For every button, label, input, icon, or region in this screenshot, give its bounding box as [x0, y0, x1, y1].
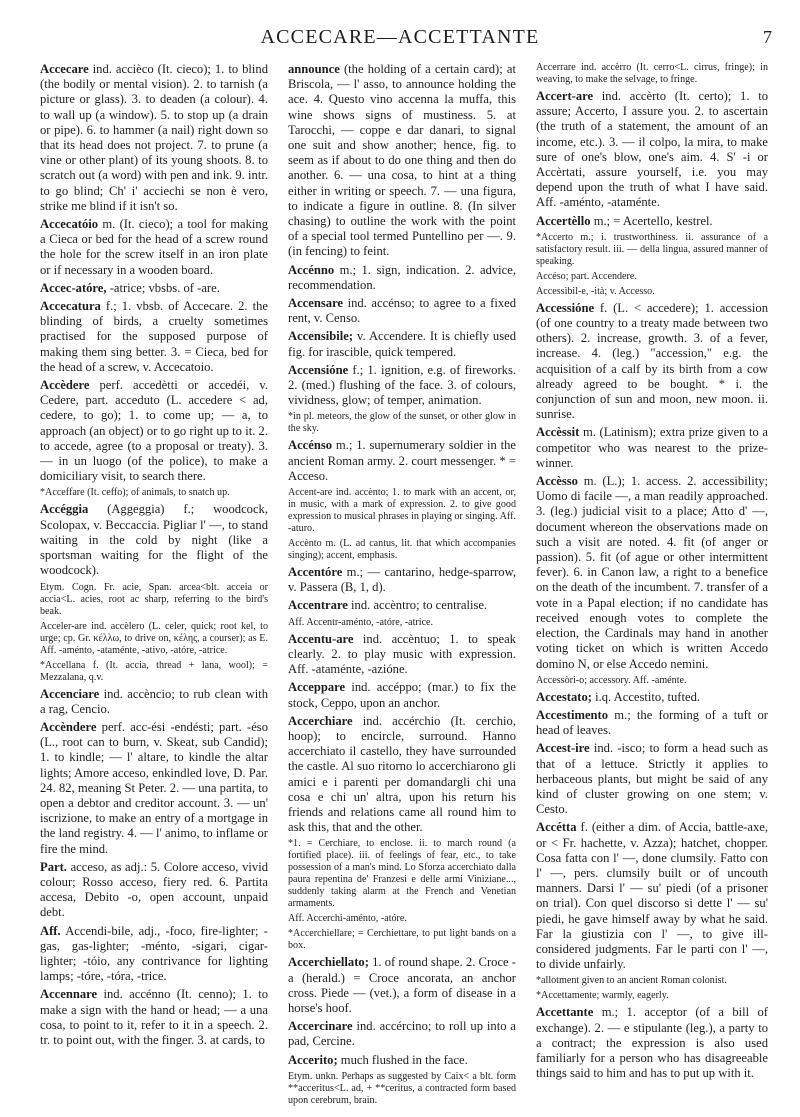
dictionary-entry: Accecatóio m. (It. cieco); a tool for making a Cieca or bed for the head of a screw round the hole for the screw itself in an iron plate or if necessary in a wooden board. [40, 217, 268, 277]
dictionary-entry: Accéggia (Aggeggia) f.; woodcock, Scolopax, v. Beccaccia. Pigliar l' —, to stand waiting in the cold by night (like a sportsman waiting for the flight of the woodcock). [40, 502, 268, 578]
dictionary-entry: Accecare ind. accièco (It. cieco); 1. to blind (the bodily or mental vision). 2. to tarnish (a picture or glass). 3. to deaden (a colour). 4. to wall up (a window). 5. to stop up (a drain or pipe). 6. to hammer (a nail) right down so that its head does not project. 7. to prune (a vine or other plant) of its young shoots. 8. to scratch out (a word) with pen and ink. 9. intr. to go blind; Ch' i' acciechi se non è vero, strike me blind if it isn't so. [40, 62, 268, 213]
dictionary-entry: announce (the holding of a certain card); at Briscola, — l' asso, to announce holding the ace. 4. Questo vino accenna la muffa, this wine shows signs of mustiness. 5. at Tarocchi, — coppe e dar danari, to signal one suit and show another; hence, fig. to seem as if about to do one thing and then do another. 6. — una cosa, to hint at a thing either in writing or speech. 7. — una figura, to indicate a figure in outline. 8. (In silver chasing) to outline the work with the point of a special tool termed Puntellino per —. 9. (in fencing) to feint. [288, 62, 516, 259]
dictionary-entry: Accéso; part. Accendere. [536, 270, 637, 282]
dictionary-entry: Accest-ire ind. -isco; to form a head such as that of a lettuce. Strictly it applies to herbaceous plants, but might be said of any kind of cluster growing on one stem; v. Cesto. [536, 741, 768, 817]
dictionary-entry: Accennare ind. accénno (It. cenno); 1. to make a sign with the hand or head; — a una cosa, to point to it, refer to it in a speech. 2. tr. to point out, with the finger. 3. at cards, to [40, 987, 268, 1047]
dictionary-entry: Aff. Accendi-bile, adj., -foco, fire-lighter; -gas, gas-lighter; -ménto, -sigari, cigar-lighter; -tóio, any contrivance for lighting lamps; -tóre, -tóra, -trice. [40, 923, 268, 984]
dictionary-entry: *allotment given to an ancient Roman colonist. [536, 975, 727, 987]
dictionary-entry: Accèssit m. (Latinism); extra prize given to a competitor who was nearest to the prize-winner. [536, 425, 768, 470]
dictionary-entry: Accensióne f.; 1. ignition, e.g. of fireworks. 2. (med.) flushing of the face. 3. of colours, vividness, glow; of temper, animation. [288, 362, 516, 408]
dictionary-entry: Accensare ind. accénso; to agree to a fixed rent, v. Censo. [288, 296, 516, 326]
dictionary-entry: Acceler-are ind. accèlero (L. celer, quick; root kel, to urge; cp. Gr. κέλλω, to drive on, κέλης, a courser); as E. Aff. -aménto, -ataménte, -ativo, -atóre, -atrice. [40, 620, 268, 656]
dictionary-entry: *Accettamente; warmly, eagerly. [536, 990, 669, 1002]
dictionary-entry: Accercinare ind. accércino; to roll up into a pad, Cercine. [288, 1019, 516, 1049]
column-3 [536, 62, 768, 1084]
dictionary-entry: Aff. Accerchi-aménto, -atóre. [288, 913, 407, 925]
dictionary-entry: Accessòri-o; accessory. Aff. -aménte. [536, 674, 687, 686]
dictionary-entry: Part. acceso, as adj.: 5. Colore acceso, vivid colour; Rosso acceso, fiery red. 6. Partita accesa, Debito -o, open account, unpaid debt. [40, 859, 268, 920]
dictionary-entry: *in pl. meteors, the glow of the sunset, or other glow in the sky. [288, 411, 516, 435]
dictionary-entry: Accénno m.; 1. sign, indication. 2. advice, recommendation. [288, 262, 516, 292]
dictionary-entry: Accerchiellato; 1. of round shape. 2. Croce -a (herald.) = Croce ancorata, an anchor cross. Piede — (vet.), a form of disease in a horse's hoof. [288, 955, 516, 1015]
dictionary-entry: Accettante m.; 1. acceptor (of a bill of exchange). 2. — e stipulante (leg.), a party to a contract; the expression is also used familiarly for a person who has disagreeable things said to him and has to put up with it. [536, 1005, 768, 1081]
dictionary-entry: Accétta f. (either a dim. of Accia, battle-axe, or < Fr. hachette, v. Azza); hatchet, chopper. Cosa fatta con l' —, done clumsily. Fatto con l' —, pers. clumsily built or of uncouth manners. Darsi l' — su' piedi (of a prisoner on trial). Con quel discorso si dette l' — su' piedi, he gave himself away by what he said. Far la giustizia con l' —, to give ill-considered judgments. Far le parti con l' —, to divide unfairly. [536, 820, 768, 972]
dictionary-entry: Accestato; i.q. Accestito, tufted. [536, 689, 701, 704]
column-2 [288, 62, 516, 1110]
dictionary-entry: Accénso m.; 1. supernumerary soldier in the ancient Roman army. 2. court messenger. * = Acceso. [288, 438, 516, 483]
dictionary-entry: Accent-are ind. accènto; 1. to mark with an accent, or, in music, with a mark of expression. 2. to give good expression to musical phrases in playing or singing. Aff. -aturo. [288, 487, 516, 535]
dictionary-entry: *1. = Cerchiare, to enclose. ii. to march round (a fortified place). iii. of feelings of fear, etc., to take possession of a man's mind. Lo Sforza accerchiato dalla paura repentina de' Franzesi e delle armi Viniziane..., suddenly taking alarm at the French and Venetian armaments. [288, 838, 516, 910]
running-title: ACCECARE—ACCETTANTE [260, 26, 540, 48]
dictionary-entry: Accec-atóre, -atrice; vbsbs. of -are. [40, 280, 220, 295]
dictionary-entry: Accestimento m.; the forming of a tuft or head of leaves. [536, 707, 768, 738]
dictionary-entry: *Accerchiellare; = Cerchiettare, to put light bands on a box. [288, 928, 516, 952]
dictionary-entry: Accentóre m.; — cantarino, hedge-sparrow, v. Passera (B, 1, d). [288, 565, 516, 595]
dictionary-entry: Accenciare ind. accèncio; to rub clean with a rag, Cencio. [40, 686, 268, 716]
dictionary-entry: Accertèllo m.; = Acertello, kestrel. [536, 213, 713, 228]
dictionary-entry: *Accerto m.; i. trustworthiness. ii. assurance of a satisfactory result. iii. — della lingua, assured manner of speaking. [536, 231, 768, 267]
dictionary-entry: Accert-are ind. accèrto (It. certo); 1. to assure; Accerto, I assure you. 2. to ascertain (the truth of a statement, the amount of an income, etc.). 3. — il colpo, la mira, to make sure of one's blow, one's aim. 4. S' -i or Accèrtati, assure yourself, i.e. you may depend upon the truth of what I have said. Aff. -aménto, -ataménte. [536, 89, 768, 210]
dictionary-entry: Accentrare ind. accèntro; to centralise. [288, 598, 488, 613]
dictionary-entry: Accessìbil-e, -ità; v. Accesso. [536, 285, 655, 297]
dictionary-entry: Aff. Accentr-aménto, -atóre, -atrice. [288, 616, 434, 628]
dictionary-entry: Accèsso m. (L.); 1. access. 2. accessibility; Uomo di facile —, a man readily approached. 3. (leg.) judicial visit to a place; Atto d' —, document whereon the observations made on such a visit are noted. 4. fit (of anger or passion). 5. fit (of ague or other intermittent fever). 6. in Canon law, a right to a benefice on the death of the incumbent. 7. transfer of a vote in a Papal election; if no candidate has received enough votes to complete the election, the Cardinals may hand in another voting ticket on which is written Accedo domino N, or else Accedo nemini. [536, 474, 768, 671]
dictionary-entry: Etym. unkn. Perhaps as suggested by Caix< a blt. form **acceritus<L. ad, + **ceritus, a contracted form based upon cerebrum, brain. [288, 1070, 516, 1106]
dictionary-entry: Accentu-are ind. accèntuo; 1. to speak clearly. 2. to play music with expression. Aff. -ataménte, -azióne. [288, 631, 516, 677]
dictionary-entry: Accerchiare ind. accérchio (It. cerchio, hoop); to encircle, surround. Hanno accerchiato il castello, they have surrounded the castle. Al suo ritorno lo accerchiarono gli amici e i parenti per domandargli chi una cosa e chi un' altra, upon his return his friends and relations came all round him to ask this, that and the other. [288, 713, 516, 835]
column-1 [40, 62, 268, 1051]
page-number: 7 [763, 27, 772, 47]
dictionary-entry: Acceppare ind. accéppo; (mar.) to fix the stock, Ceppo, upon an anchor. [288, 680, 516, 710]
dictionary-entry: Accessióne f. (L. < accedere); 1. accession (of one country to a treaty made between two others). 2. increase, growth. 3. of a fever, increase. 4. (leg.) "accession," e.g. the acquisition of a calf by its birth from a cow already agreed to be bought. * i. the conjunction of sun and moon, new moon. ii. sunrise. [536, 300, 768, 422]
dictionary-entry: Accecatura f.; 1. vbsb. of Accecare. 2. the blinding of birds, a cruelty sometimes practised for the supposed purpose of making them sing better. 3. = Cieca, bed for the head of a screw, v. Accecatoio. [40, 299, 268, 374]
dictionary-entry: Accènto m. (L. ad cantus, lit. that which accompanies singing); accent, emphasis. [288, 538, 516, 562]
dictionary-entry: *Accellana f. (It. accia, thread + lana, wool); = Mezzalana, q.v. [40, 659, 268, 683]
dictionary-entry: Accerrare ind. accèrro (It. cerro<L. cirrus, fringe); in weaving, to make the selvage, to fringe. [536, 62, 768, 85]
dictionary-entry: *Acceffare (It. ceffo); of animals, to snatch up. [40, 487, 230, 499]
dictionary-entry: Accensibile; v. Accendere. It is chiefly used fig. for irascible, quick tempered. [288, 329, 516, 359]
dictionary-entry: Accèndere perf. acc-ési -endésti; part. -éso (L., root can to burn, v. Skeat, sub Candid); 1. to kindle; — l' altare, to kindle the altar lights; Amore acceso, enkindled love, D. Par. 24. 82, meaning St Peter. 2. — una partita, to open a debtor and creditor account. 3. — un' iscrizione, to make an entry of a mortgage in the land registry. 4. — l' animo, to inflame or fire the mind. [40, 719, 268, 856]
dictionary-entry: Accèdere perf. accedètti or accedéi, v. Cedere, part. acceduto (L. accedere < ad, cedere, to go); 1. to come up; — a, to approach (an object) or to go right up to it. 2. to accede, agree (to a proposal or treaty). 3. — in un luogo (of the police), to make a domiciliary visit, to search there. [40, 378, 268, 484]
dictionary-entry: Etym. Cogn. Fr. acie, Span. arcea<blt. acceia or accia<L. acies, root ac sharp, referring to the bird's beak. [40, 581, 268, 617]
dictionary-entry: Accerito; much flushed in the face. [288, 1052, 468, 1067]
